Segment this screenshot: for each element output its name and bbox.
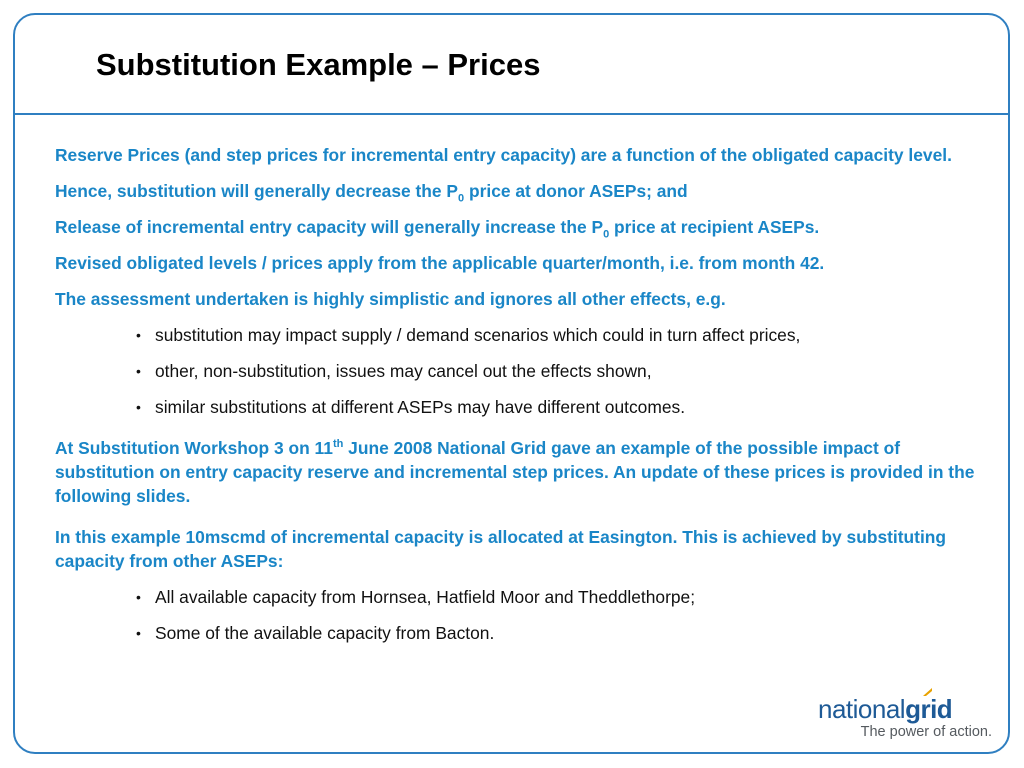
paragraph-revised-levels: Revised obligated levels / prices apply from the applicable quarter/month, i.e. from month 42.: [55, 253, 825, 273]
logo-tagline: The power of action.: [860, 724, 992, 740]
logo-word-grid: grid: [905, 694, 953, 724]
paragraph-text: price at donor ASEPs; and: [464, 181, 688, 201]
paragraph-recipient-price: [55, 215, 980, 239]
subscript: 0: [458, 192, 465, 205]
paragraph-reserve-prices: Reserve Prices (and step prices for incremental entry capacity) are a function of the obligated capacity level.: [55, 145, 952, 165]
paragraph-text: At Substitution Workshop 3 on 11: [55, 438, 333, 458]
list-item: • similar substitutions at different ASEPs may have different outcomes.: [132, 395, 980, 419]
paragraph-text: Release of incremental entry capacity will generally increase the P: [55, 217, 604, 237]
logo-wordmark: [818, 694, 952, 725]
paragraph-example: In this example 10mscmd of incremental capacity is allocated at Easington. This is achieved by substituting capacity from other ASEPs:: [55, 527, 947, 571]
slide-content: [55, 143, 980, 657]
bullet-list-capacity: [132, 585, 980, 645]
list-item: • All available capacity from Hornsea, Hatfield Moor and Theddlethorpe;: [132, 585, 980, 609]
paragraph-workshop: [55, 436, 980, 508]
subscript: 0: [603, 228, 610, 241]
paragraph-text: June 2008 National Grid gave an example of the possible impact of substitution on entry capacity reserve and incremental step prices. An update of these prices is provided in the following slides.: [55, 438, 975, 506]
paragraph-assessment: The assessment undertaken is highly simplistic and ignores all other effects, e.g.: [55, 289, 726, 309]
list-item: • other, non-substitution, issues may cancel out the effects shown,: [132, 359, 980, 383]
list-item: • Some of the available capacity from Bacton.: [132, 621, 980, 645]
list-item: • substitution may impact supply / demand scenarios which could in turn affect prices,: [132, 323, 980, 347]
bullet-list-effects: [132, 323, 980, 419]
slide-title: Substitution Example – Prices: [96, 47, 541, 82]
superscript: th: [332, 438, 344, 451]
title-divider: [13, 113, 1010, 115]
paragraph-text: Hence, substitution will generally decrease the P: [55, 181, 459, 201]
logo-word-national: national: [818, 694, 906, 724]
paragraph-text: price at recipient ASEPs.: [609, 217, 820, 237]
paragraph-donor-price: [55, 179, 980, 203]
logo-dot-icon: [923, 688, 932, 696]
national-grid-logo: [818, 694, 996, 746]
